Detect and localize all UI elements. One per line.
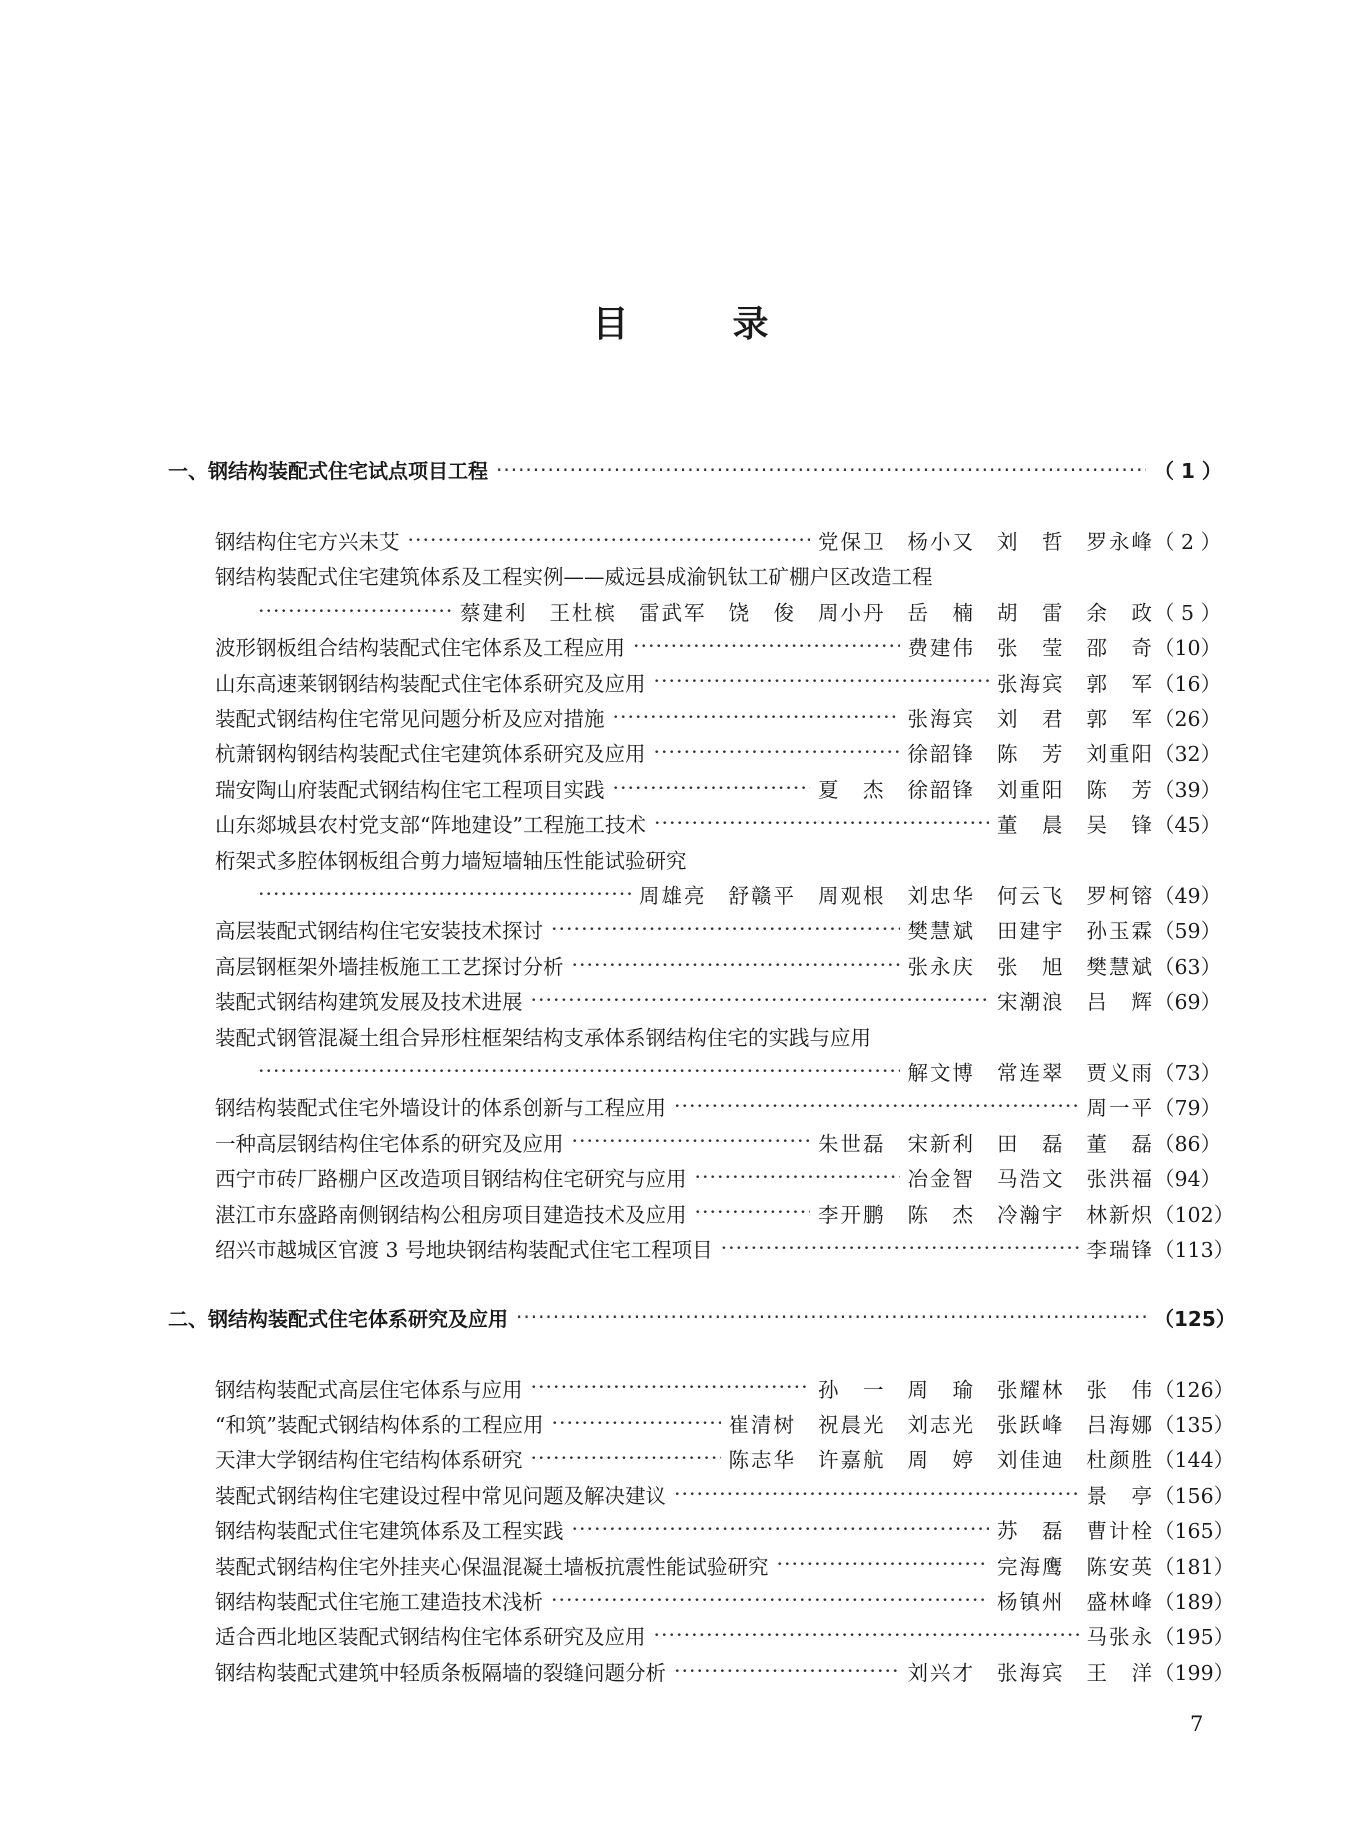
- toc-entry[interactable]: [168, 841, 1216, 876]
- author-name: 刘重阳: [1086, 742, 1154, 767]
- dot-leader: [654, 813, 989, 834]
- entry-authors: [818, 1198, 1154, 1228]
- author-name: 祝晨光: [818, 1413, 886, 1438]
- toc-entry[interactable]: [168, 699, 1222, 734]
- toc-entry[interactable]: [168, 1653, 1235, 1688]
- author-name: 盛林峰: [1086, 1590, 1154, 1615]
- author-name: 费建伟: [907, 636, 975, 661]
- author-name: 樊慧斌: [907, 919, 975, 944]
- dot-leader: [408, 530, 811, 551]
- entry-authors: [818, 525, 1154, 555]
- author-name: 李瑞锋: [1086, 1237, 1154, 1262]
- dot-leader: [633, 636, 900, 657]
- entry-title: 高层钢框架外墙挂板施工工艺探讨分析: [215, 954, 564, 979]
- entry-authors: [1087, 1091, 1155, 1121]
- entry-title: 绍兴市越城区官渡 3 号地块钢结构装配式住宅工程项目: [215, 1237, 713, 1262]
- section-heading: 二、钢结构装配式住宅体系研究及应用: [168, 1306, 508, 1331]
- dot-leader: [777, 1554, 990, 1575]
- author-name: 郭 军: [1086, 707, 1154, 732]
- entry-authors: [729, 1443, 1155, 1473]
- entry-page: （63）: [1154, 954, 1222, 979]
- entry-title: 高层装配式钢结构住宅安装技术探讨: [215, 919, 543, 944]
- entry-page: （102）: [1154, 1202, 1235, 1227]
- author-name: 胡 雷: [997, 600, 1065, 625]
- author-name: 林新炽: [1086, 1202, 1154, 1227]
- entry-authors: [908, 1162, 1155, 1192]
- entry-page: （144）: [1154, 1448, 1235, 1473]
- toc-entry[interactable]: [168, 1582, 1235, 1617]
- dot-leader: [721, 1238, 1079, 1259]
- entry-page: （126）: [1154, 1377, 1235, 1402]
- entry-authors: [997, 1514, 1154, 1544]
- author-name: 余 政: [1086, 600, 1154, 625]
- author-name: 贾义雨: [1086, 1060, 1154, 1085]
- entry-authors: [908, 950, 1155, 980]
- entry-authors: [997, 1550, 1154, 1580]
- author-name: 杜颜胜: [1086, 1448, 1154, 1473]
- entry-title: 一种高层钢结构住宅体系的研究及应用: [215, 1131, 564, 1156]
- author-name: 陈安英: [1086, 1554, 1154, 1579]
- entry-authors: [908, 737, 1155, 767]
- author-name: 朱世磊: [818, 1131, 886, 1156]
- author-name: 吕海娜: [1086, 1413, 1154, 1438]
- entry-authors: [908, 914, 1155, 944]
- entry-title: 钢结构装配式高层住宅体系与应用: [215, 1377, 523, 1402]
- entry-authors: [908, 1056, 1155, 1086]
- author-name: 陈志华: [728, 1448, 796, 1473]
- entry-authors: [818, 1373, 1154, 1403]
- toc-entry[interactable]: [168, 1089, 1222, 1124]
- dot-leader: [258, 1061, 900, 1082]
- table-of-contents: [168, 452, 1236, 1689]
- author-name: 杨镇州: [997, 1590, 1065, 1615]
- toc-entry[interactable]: [168, 664, 1222, 699]
- author-name: 徐韶锋: [907, 742, 975, 767]
- author-name: 刘志光: [907, 1413, 975, 1438]
- toc-entry[interactable]: [168, 770, 1222, 805]
- entry-title: 适合西北地区装配式钢结构住宅体系研究及应用: [215, 1625, 646, 1650]
- entry-page: （94）: [1154, 1167, 1222, 1192]
- author-name: 崔清树: [728, 1413, 796, 1438]
- entry-title: 装配式钢结构建筑发展及技术进展: [215, 990, 523, 1015]
- author-name: 刘兴才: [907, 1660, 975, 1685]
- entry-page: （ 5 ）: [1154, 600, 1222, 625]
- dot-leader: [572, 955, 900, 976]
- entry-authors: [1087, 1479, 1155, 1509]
- author-name: 曹计栓: [1086, 1519, 1154, 1544]
- toc-entry[interactable]: [168, 1476, 1235, 1511]
- entry-page: （49）: [1154, 883, 1222, 908]
- entry-authors: [908, 702, 1155, 732]
- toc-entry[interactable]: [168, 806, 1222, 841]
- author-name: 杨小又: [907, 530, 975, 555]
- author-name: 马张永: [1086, 1625, 1154, 1650]
- entry-page: （ 2 ）: [1154, 530, 1222, 555]
- section-gap: [168, 1266, 1216, 1300]
- toc-entry[interactable]: [168, 1405, 1235, 1440]
- author-name: 刘忠华: [907, 883, 975, 908]
- toc-entry[interactable]: [168, 1370, 1235, 1405]
- author-name: 樊慧斌: [1086, 954, 1154, 979]
- dot-leader: [674, 1096, 1079, 1117]
- entry-page: （135）: [1154, 1413, 1235, 1438]
- author-name: 周雄亮: [639, 883, 707, 908]
- entry-authors: [639, 879, 1154, 909]
- author-name: 吴 锋: [1086, 813, 1154, 838]
- author-name: 刘 哲: [997, 530, 1065, 555]
- author-name: 蔡建利: [460, 600, 528, 625]
- entry-page: （181）: [1154, 1554, 1235, 1579]
- dot-leader: [674, 1661, 900, 1682]
- dot-leader: [613, 778, 811, 799]
- author-name: 周观根: [818, 883, 886, 908]
- entries-gap: [168, 487, 1216, 522]
- author-name: 陈 芳: [1086, 777, 1154, 802]
- toc-entry[interactable]: [168, 629, 1222, 664]
- author-name: 马浩文: [997, 1167, 1065, 1192]
- dot-leader: [572, 1519, 990, 1540]
- author-name: 张跃峰: [997, 1413, 1065, 1438]
- entry-title: 山东高速莱钢钢结构装配式住宅体系研究及应用: [215, 671, 646, 696]
- dot-leader: [695, 1167, 900, 1188]
- author-name: 王杜槟: [549, 600, 617, 625]
- section-heading: 一、钢结构装配式住宅试点项目工程: [168, 459, 488, 484]
- section-heading-row[interactable]: [168, 1300, 1236, 1335]
- entry-title: 桁架式多腔体钢板组合剪力墙短墙轴压性能试验研究: [215, 848, 687, 873]
- section-page: （ 1 ）: [1154, 459, 1222, 484]
- dot-leader: [551, 919, 900, 940]
- author-name: 刘 君: [997, 707, 1065, 732]
- toc-entry-continuation[interactable]: [168, 876, 1222, 911]
- dot-leader: [531, 990, 990, 1011]
- entry-authors: [908, 631, 1155, 661]
- author-name: 孙 一: [818, 1377, 886, 1402]
- entry-title: 钢结构装配式住宅建筑体系及工程实践: [215, 1519, 564, 1544]
- author-name: 冶金智: [907, 1167, 975, 1192]
- entry-authors: [908, 1656, 1155, 1686]
- dot-leader: [551, 1413, 720, 1434]
- author-name: 吕 辉: [1086, 990, 1154, 1015]
- dot-leader: [531, 1448, 721, 1469]
- author-name: 周 婷: [907, 1448, 975, 1473]
- entry-page: （113）: [1154, 1237, 1235, 1262]
- dot-leader: [516, 1307, 1146, 1327]
- entry-authors: [818, 773, 1154, 803]
- entry-title: 杭萧钢构钢结构装配式住宅建筑体系研究及应用: [215, 742, 646, 767]
- author-name: 岳 楠: [907, 600, 975, 625]
- author-name: 舒赣平: [728, 883, 796, 908]
- dot-leader: [654, 671, 990, 692]
- entry-title: “和筑”装配式钢结构体系的工程应用: [215, 1413, 544, 1438]
- section-page: （125）: [1154, 1306, 1236, 1331]
- section-heading-row[interactable]: [168, 452, 1222, 487]
- author-name: 许嘉航: [818, 1448, 886, 1473]
- author-name: 饶 俊: [728, 600, 796, 625]
- entry-page: （39）: [1154, 777, 1222, 802]
- dot-leader: [258, 884, 631, 905]
- entry-title: 天津大学钢结构住宅结构体系研究: [215, 1448, 523, 1473]
- entry-authors: [997, 808, 1154, 838]
- author-name: 刘重阳: [997, 777, 1065, 802]
- toc-entry[interactable]: [168, 1512, 1235, 1547]
- entry-page: （32）: [1154, 742, 1222, 767]
- toc-entry[interactable]: [168, 1195, 1235, 1230]
- dot-leader: [695, 1202, 811, 1223]
- author-name: 党保卫: [818, 530, 886, 555]
- entry-title: 钢结构装配式住宅施工建造技术浅析: [215, 1590, 543, 1615]
- author-name: 田 磊: [997, 1131, 1065, 1156]
- entry-authors: [997, 1585, 1154, 1615]
- toc-entry[interactable]: [168, 912, 1222, 947]
- author-name: 周 瑜: [907, 1377, 975, 1402]
- entry-title: 装配式钢管混凝土组合异形柱框架结构支承体系钢结构住宅的实践与应用: [215, 1025, 871, 1050]
- author-name: 刘佳迪: [997, 1448, 1065, 1473]
- entry-title: 波形钢板组合结构装配式住宅体系及工程应用: [215, 636, 625, 661]
- author-name: 完海鹰: [997, 1554, 1065, 1579]
- entries-gap: [168, 1335, 1216, 1370]
- dot-leader: [674, 1484, 1079, 1505]
- entry-title: 装配式钢结构住宅建设过程中常见问题及解决建议: [215, 1483, 666, 1508]
- entry-page: （79）: [1154, 1096, 1222, 1121]
- toc-entry[interactable]: [168, 982, 1222, 1017]
- author-name: 常连翠: [997, 1060, 1065, 1085]
- dot-leader: [572, 1131, 811, 1152]
- toc-entry-continuation[interactable]: [168, 593, 1222, 628]
- author-name: 陈 杰: [907, 1202, 975, 1227]
- entry-page: （45）: [1154, 813, 1222, 838]
- entry-page: （189）: [1154, 1590, 1235, 1615]
- page-title: 目 录: [592, 304, 803, 345]
- toc-entry[interactable]: [168, 735, 1222, 770]
- entry-page: （26）: [1154, 707, 1222, 732]
- toc-entry[interactable]: [168, 947, 1222, 982]
- author-name: 田建宇: [997, 919, 1065, 944]
- author-name: 徐韶锋: [907, 777, 975, 802]
- entry-title: 西宁市砖厂路棚户区改造项目钢结构住宅研究与应用: [215, 1167, 687, 1192]
- entry-title: 钢结构装配式住宅外墙设计的体系创新与工程应用: [215, 1096, 666, 1121]
- dot-leader: [654, 742, 900, 763]
- author-name: 张海宾: [997, 1660, 1065, 1685]
- entry-page: （195）: [1154, 1625, 1235, 1650]
- toc-entry[interactable]: [168, 1159, 1222, 1194]
- toc-entry[interactable]: [168, 1018, 1216, 1053]
- author-name: 冷瀚宇: [997, 1202, 1065, 1227]
- author-name: 邵 奇: [1086, 636, 1154, 661]
- author-name: 宋潮浪: [997, 990, 1065, 1015]
- entry-title: 钢结构住宅方兴未艾: [215, 530, 400, 555]
- entry-page: （199）: [1154, 1660, 1235, 1685]
- author-name: 李开鹏: [818, 1202, 886, 1227]
- author-name: 景 亭: [1086, 1483, 1154, 1508]
- author-name: 陈 芳: [997, 742, 1065, 767]
- entry-authors: [1087, 1233, 1155, 1263]
- entry-page: （10）: [1154, 636, 1222, 661]
- author-name: 郭 军: [1086, 671, 1154, 696]
- entry-authors: [729, 1408, 1155, 1438]
- entry-page: （73）: [1154, 1060, 1222, 1085]
- entry-title: 装配式钢结构住宅常见问题分析及应对措施: [215, 707, 605, 732]
- toc-entry[interactable]: [168, 1230, 1235, 1265]
- dot-leader: [258, 601, 452, 622]
- author-name: 雷武军: [639, 600, 707, 625]
- author-name: 罗永峰: [1086, 530, 1154, 555]
- author-name: 董 磊: [1086, 1131, 1154, 1156]
- author-name: 何云飞: [997, 883, 1065, 908]
- entry-page: （16）: [1154, 671, 1222, 696]
- author-name: 宋新利: [907, 1131, 975, 1156]
- author-name: 董 晨: [997, 813, 1065, 838]
- dot-leader: [654, 1625, 1079, 1646]
- author-name: 张耀林: [997, 1377, 1065, 1402]
- entry-authors: [818, 1127, 1154, 1157]
- toc-entry[interactable]: [168, 558, 1216, 593]
- toc-entry-continuation[interactable]: [168, 1053, 1222, 1088]
- entry-title: 瑞安陶山府装配式钢结构住宅工程项目实践: [215, 777, 605, 802]
- dot-leader: [613, 707, 900, 728]
- entry-title: 钢结构装配式建筑中轻质条板隔墙的裂缝问题分析: [215, 1660, 666, 1685]
- author-name: 苏 磊: [997, 1519, 1065, 1544]
- author-name: 孙玉霖: [1086, 919, 1154, 944]
- author-name: 周小丹: [818, 600, 886, 625]
- entry-authors: [997, 667, 1154, 697]
- toc-entry[interactable]: [168, 1547, 1235, 1582]
- entry-page: （165）: [1154, 1519, 1235, 1544]
- author-name: 王 洋: [1086, 1660, 1154, 1685]
- toc-entry[interactable]: [168, 522, 1222, 557]
- entry-title: 湛江市东盛路南侧钢结构公租房项目建造技术及应用: [215, 1202, 687, 1227]
- toc-entry[interactable]: [168, 1618, 1235, 1653]
- entry-page: （59）: [1154, 919, 1222, 944]
- entry-page: （86）: [1154, 1131, 1222, 1156]
- author-name: 周一平: [1086, 1096, 1154, 1121]
- author-name: 张 莹: [997, 636, 1065, 661]
- entry-title: 钢结构装配式住宅建筑体系及工程实例——威远县成渝钒钛工矿棚户区改造工程: [215, 565, 933, 590]
- author-name: 张洪福: [1086, 1167, 1154, 1192]
- page-number: 7: [1190, 1712, 1204, 1736]
- toc-entry[interactable]: [168, 1124, 1222, 1159]
- author-name: 张 伟: [1086, 1377, 1154, 1402]
- author-name: 张海宾: [997, 671, 1065, 696]
- author-name: 夏 杰: [818, 777, 886, 802]
- entry-page: （69）: [1154, 990, 1222, 1015]
- author-name: 张永庆: [907, 954, 975, 979]
- dot-leader: [531, 1377, 811, 1398]
- dot-leader: [551, 1590, 989, 1611]
- author-name: 罗柯镕: [1086, 883, 1154, 908]
- entry-title: 装配式钢结构住宅外挂夹心保温混凝土墙板抗震性能试验研究: [215, 1554, 769, 1579]
- entry-page: （156）: [1154, 1483, 1235, 1508]
- dot-leader: [496, 460, 1146, 480]
- toc-entry[interactable]: [168, 1441, 1235, 1476]
- entry-authors: [1087, 1620, 1155, 1650]
- author-name: 张海宾: [907, 707, 975, 732]
- entry-authors: [460, 596, 1154, 626]
- entry-authors: [997, 985, 1154, 1015]
- author-name: 张 旭: [997, 954, 1065, 979]
- author-name: 解文博: [907, 1060, 975, 1085]
- entry-title: 山东郯城县农村党支部“阵地建设”工程施工技术: [215, 813, 646, 838]
